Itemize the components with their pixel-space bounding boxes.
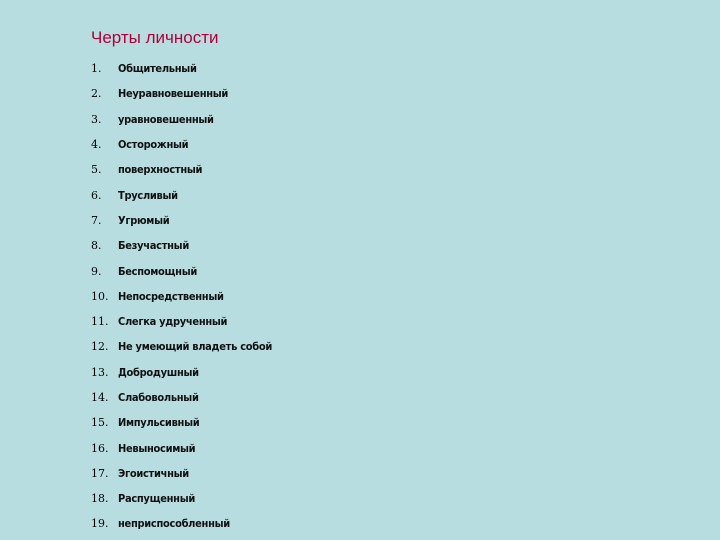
trait-item	[91, 258, 272, 283]
trait-text: Осторожный	[118, 138, 189, 152]
trait-item	[91, 182, 272, 207]
trait-item	[91, 309, 272, 334]
trait-number: 12.	[91, 340, 109, 354]
trait-text: Не умеющий владеть собой	[118, 340, 273, 354]
trait-item	[91, 81, 272, 106]
trait-item	[91, 360, 272, 385]
trait-text: Угрюмый	[118, 213, 170, 227]
trait-number: 10.	[91, 289, 109, 303]
trait-item	[91, 284, 272, 309]
trait-item	[91, 233, 272, 258]
trait-number: 18.	[91, 492, 109, 506]
trait-text: Общительный	[118, 62, 197, 76]
trait-item	[91, 435, 272, 460]
trait-number: 7.	[91, 213, 102, 227]
trait-number: 4.	[91, 138, 102, 152]
trait-text: Добродушный	[118, 365, 199, 379]
trait-text: Беспомощный	[118, 264, 198, 278]
trait-text: Слегка удрученный	[118, 315, 228, 329]
trait-text: Эгоистичный	[118, 466, 189, 480]
trait-number: 14.	[91, 391, 109, 404]
trait-item	[91, 486, 272, 511]
slide-title: Черты личности	[91, 28, 219, 47]
trait-text: Непосредственный	[118, 289, 224, 303]
trait-number: 3.	[91, 112, 102, 126]
trait-number: 17.	[91, 466, 109, 480]
trait-item	[91, 56, 272, 81]
trait-item	[91, 157, 272, 182]
trait-item	[91, 461, 272, 486]
trait-number: 6.	[91, 188, 102, 202]
trait-text: Неуравновешенный	[118, 87, 229, 101]
trait-number: 13.	[91, 365, 109, 379]
trait-number: 15.	[91, 416, 109, 430]
trait-item	[91, 410, 272, 435]
trait-number: 1.	[91, 62, 102, 76]
trait-text: Невыносимый	[118, 441, 196, 455]
trait-item	[91, 107, 272, 132]
trait-number: 5.	[91, 163, 102, 177]
trait-text: Импульсивный	[118, 416, 200, 430]
trait-text: Слабовольный	[118, 391, 199, 404]
trait-text: Трусливый	[118, 188, 178, 202]
trait-number: 2.	[91, 87, 102, 101]
trait-text: Распущенный	[118, 492, 195, 506]
trait-item	[91, 132, 272, 157]
trait-text: неприспособленный	[118, 517, 230, 531]
trait-text: уравновешенный	[118, 112, 214, 126]
trait-number: 16.	[91, 441, 109, 455]
trait-number: 11.	[91, 315, 109, 329]
trait-item	[91, 385, 272, 410]
trait-item	[91, 208, 272, 233]
trait-item	[91, 511, 272, 536]
trait-item	[91, 334, 272, 359]
trait-text: Безучастный	[118, 239, 189, 253]
trait-number: 19.	[91, 517, 109, 531]
trait-number: 9.	[91, 264, 102, 278]
trait-text: поверхностный	[118, 163, 203, 177]
trait-number: 8.	[91, 239, 102, 253]
trait-list	[91, 56, 272, 537]
